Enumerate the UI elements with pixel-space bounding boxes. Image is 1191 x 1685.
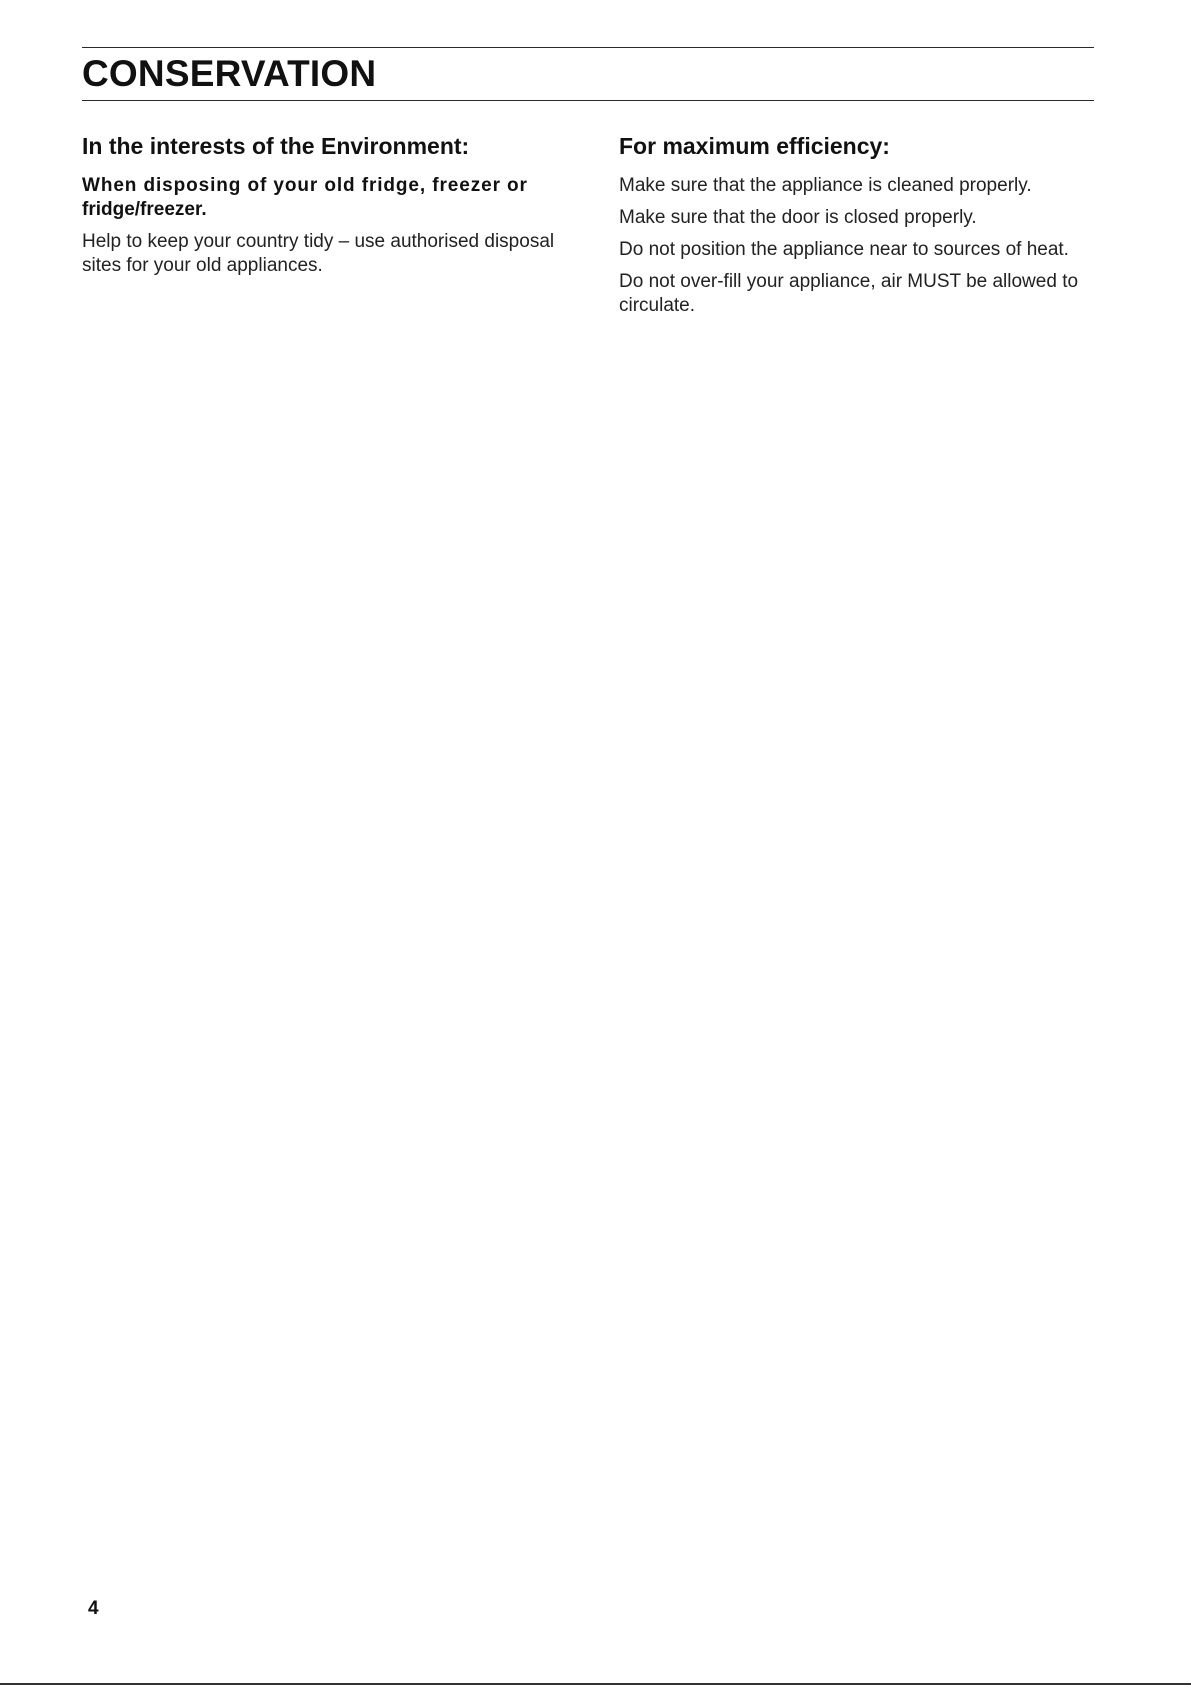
- page-title: CONSERVATION: [82, 53, 377, 94]
- disposal-subheading-line-1: When disposing of your old fridge, freezer or: [82, 175, 528, 196]
- disposal-paragraph: Help to keep your country tidy – use authorised disposal sites for your old appliances.: [82, 231, 555, 276]
- efficiency-section: [619, 132, 1099, 326]
- disposal-subheading: [82, 174, 567, 222]
- efficiency-item: Make sure that the appliance is cleaned properly.: [619, 175, 1032, 196]
- efficiency-item: Do not over-fill your appliance, air MUST be allowed to circulate.: [619, 271, 1079, 316]
- title-rule-top: [82, 47, 1094, 48]
- environment-heading: In the interests of the Environment:: [82, 133, 470, 159]
- efficiency-heading: For maximum efficiency:: [619, 133, 890, 159]
- environment-section: [82, 132, 567, 286]
- disposal-subheading-line-2: fridge/freezer.: [82, 199, 207, 220]
- efficiency-item: Make sure that the door is closed properly.: [619, 207, 977, 228]
- efficiency-item: Do not position the appliance near to sources of heat.: [619, 239, 1069, 260]
- page-number: 4: [88, 1598, 99, 1619]
- title-rule-bottom: [82, 100, 1094, 101]
